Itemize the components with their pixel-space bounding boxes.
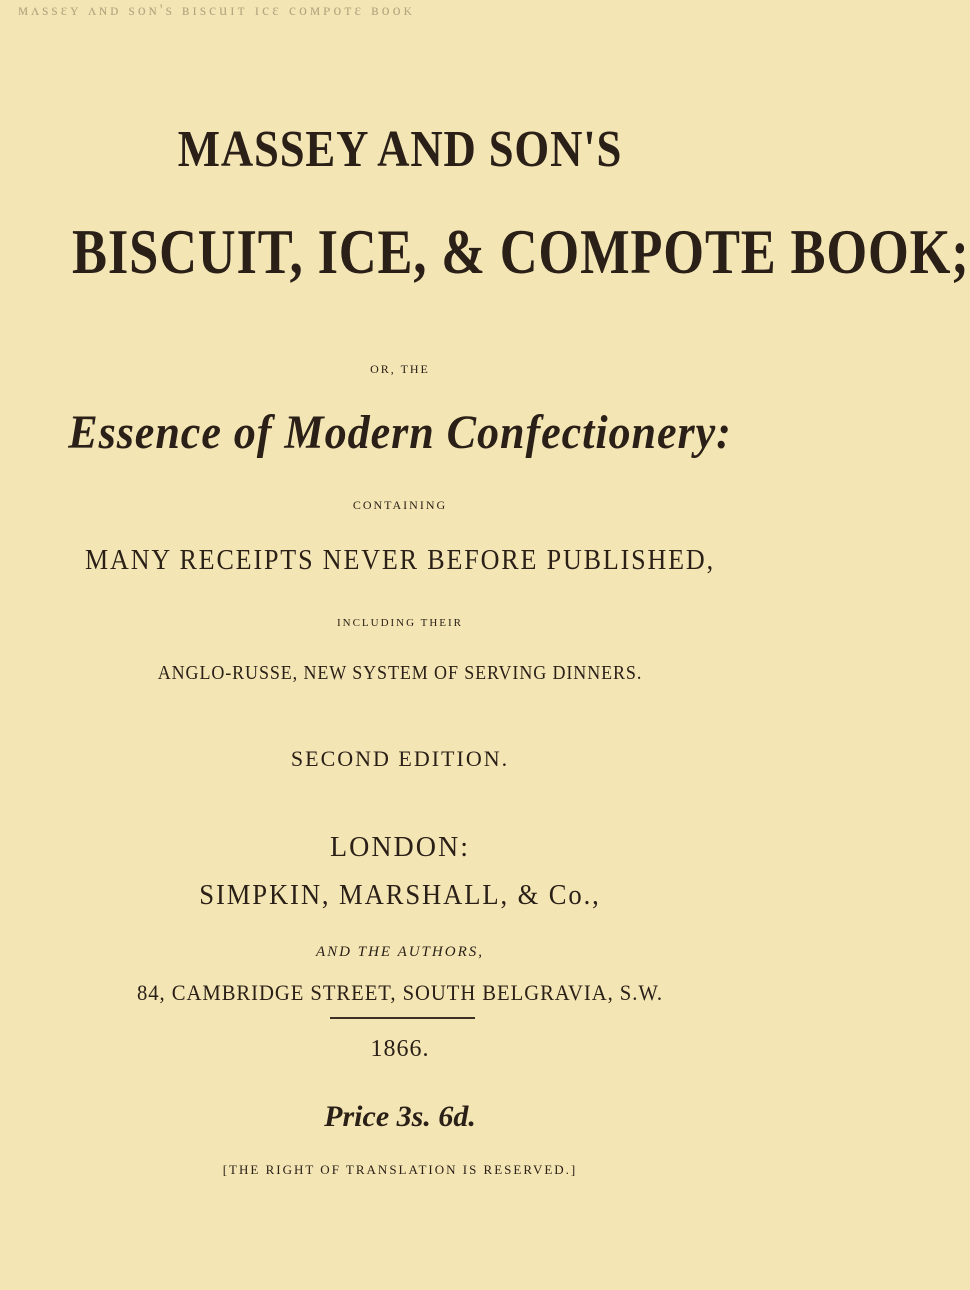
- london-line: LONDON:: [330, 832, 470, 863]
- divider-rule: [330, 1017, 475, 1019]
- authors-line: AND THE AUTHORS,: [316, 944, 484, 960]
- containing-label: CONTAINING: [352, 498, 448, 512]
- show-through-text: ᴍʌssɛʏ ʌɴᴅ soɴ's ʙɪscuɪᴛ ɪcɛ coᴍᴘoᴛɛ ʙooᴋ: [18, 2, 416, 19]
- year-line: 1866.: [370, 1036, 430, 1062]
- or-the-label: OR, THE: [370, 362, 430, 376]
- edition-line: SECOND EDITION.: [290, 746, 510, 771]
- including-label: INCLUDING THEIR: [336, 617, 464, 629]
- many-receipts-line: MANY RECEIPTS NEVER BEFORE PUBLISHED,: [85, 545, 715, 576]
- price-line: Price 3s. 6d.: [324, 1100, 476, 1133]
- title-line-1: MASSEY AND SON'S: [177, 121, 623, 178]
- gothic-subtitle: Essence of Modern Confectionery:: [68, 406, 732, 459]
- anglo-russe-line: ANGLO-RUSSE, NEW SYSTEM OF SERVING DINNERS.: [157, 662, 643, 684]
- rights-notice: [THE RIGHT OF TRANSLATION IS RESERVED.]: [222, 1162, 578, 1177]
- publisher-line: SIMPKIN, MARSHALL, & Co.,: [199, 880, 601, 911]
- title-line-2: BISCUIT, ICE, & COMPOTE BOOK;: [72, 216, 970, 287]
- address-line: 84, CAMBRIDGE STREET, SOUTH BELGRAVIA, S.W.: [136, 980, 664, 1005]
